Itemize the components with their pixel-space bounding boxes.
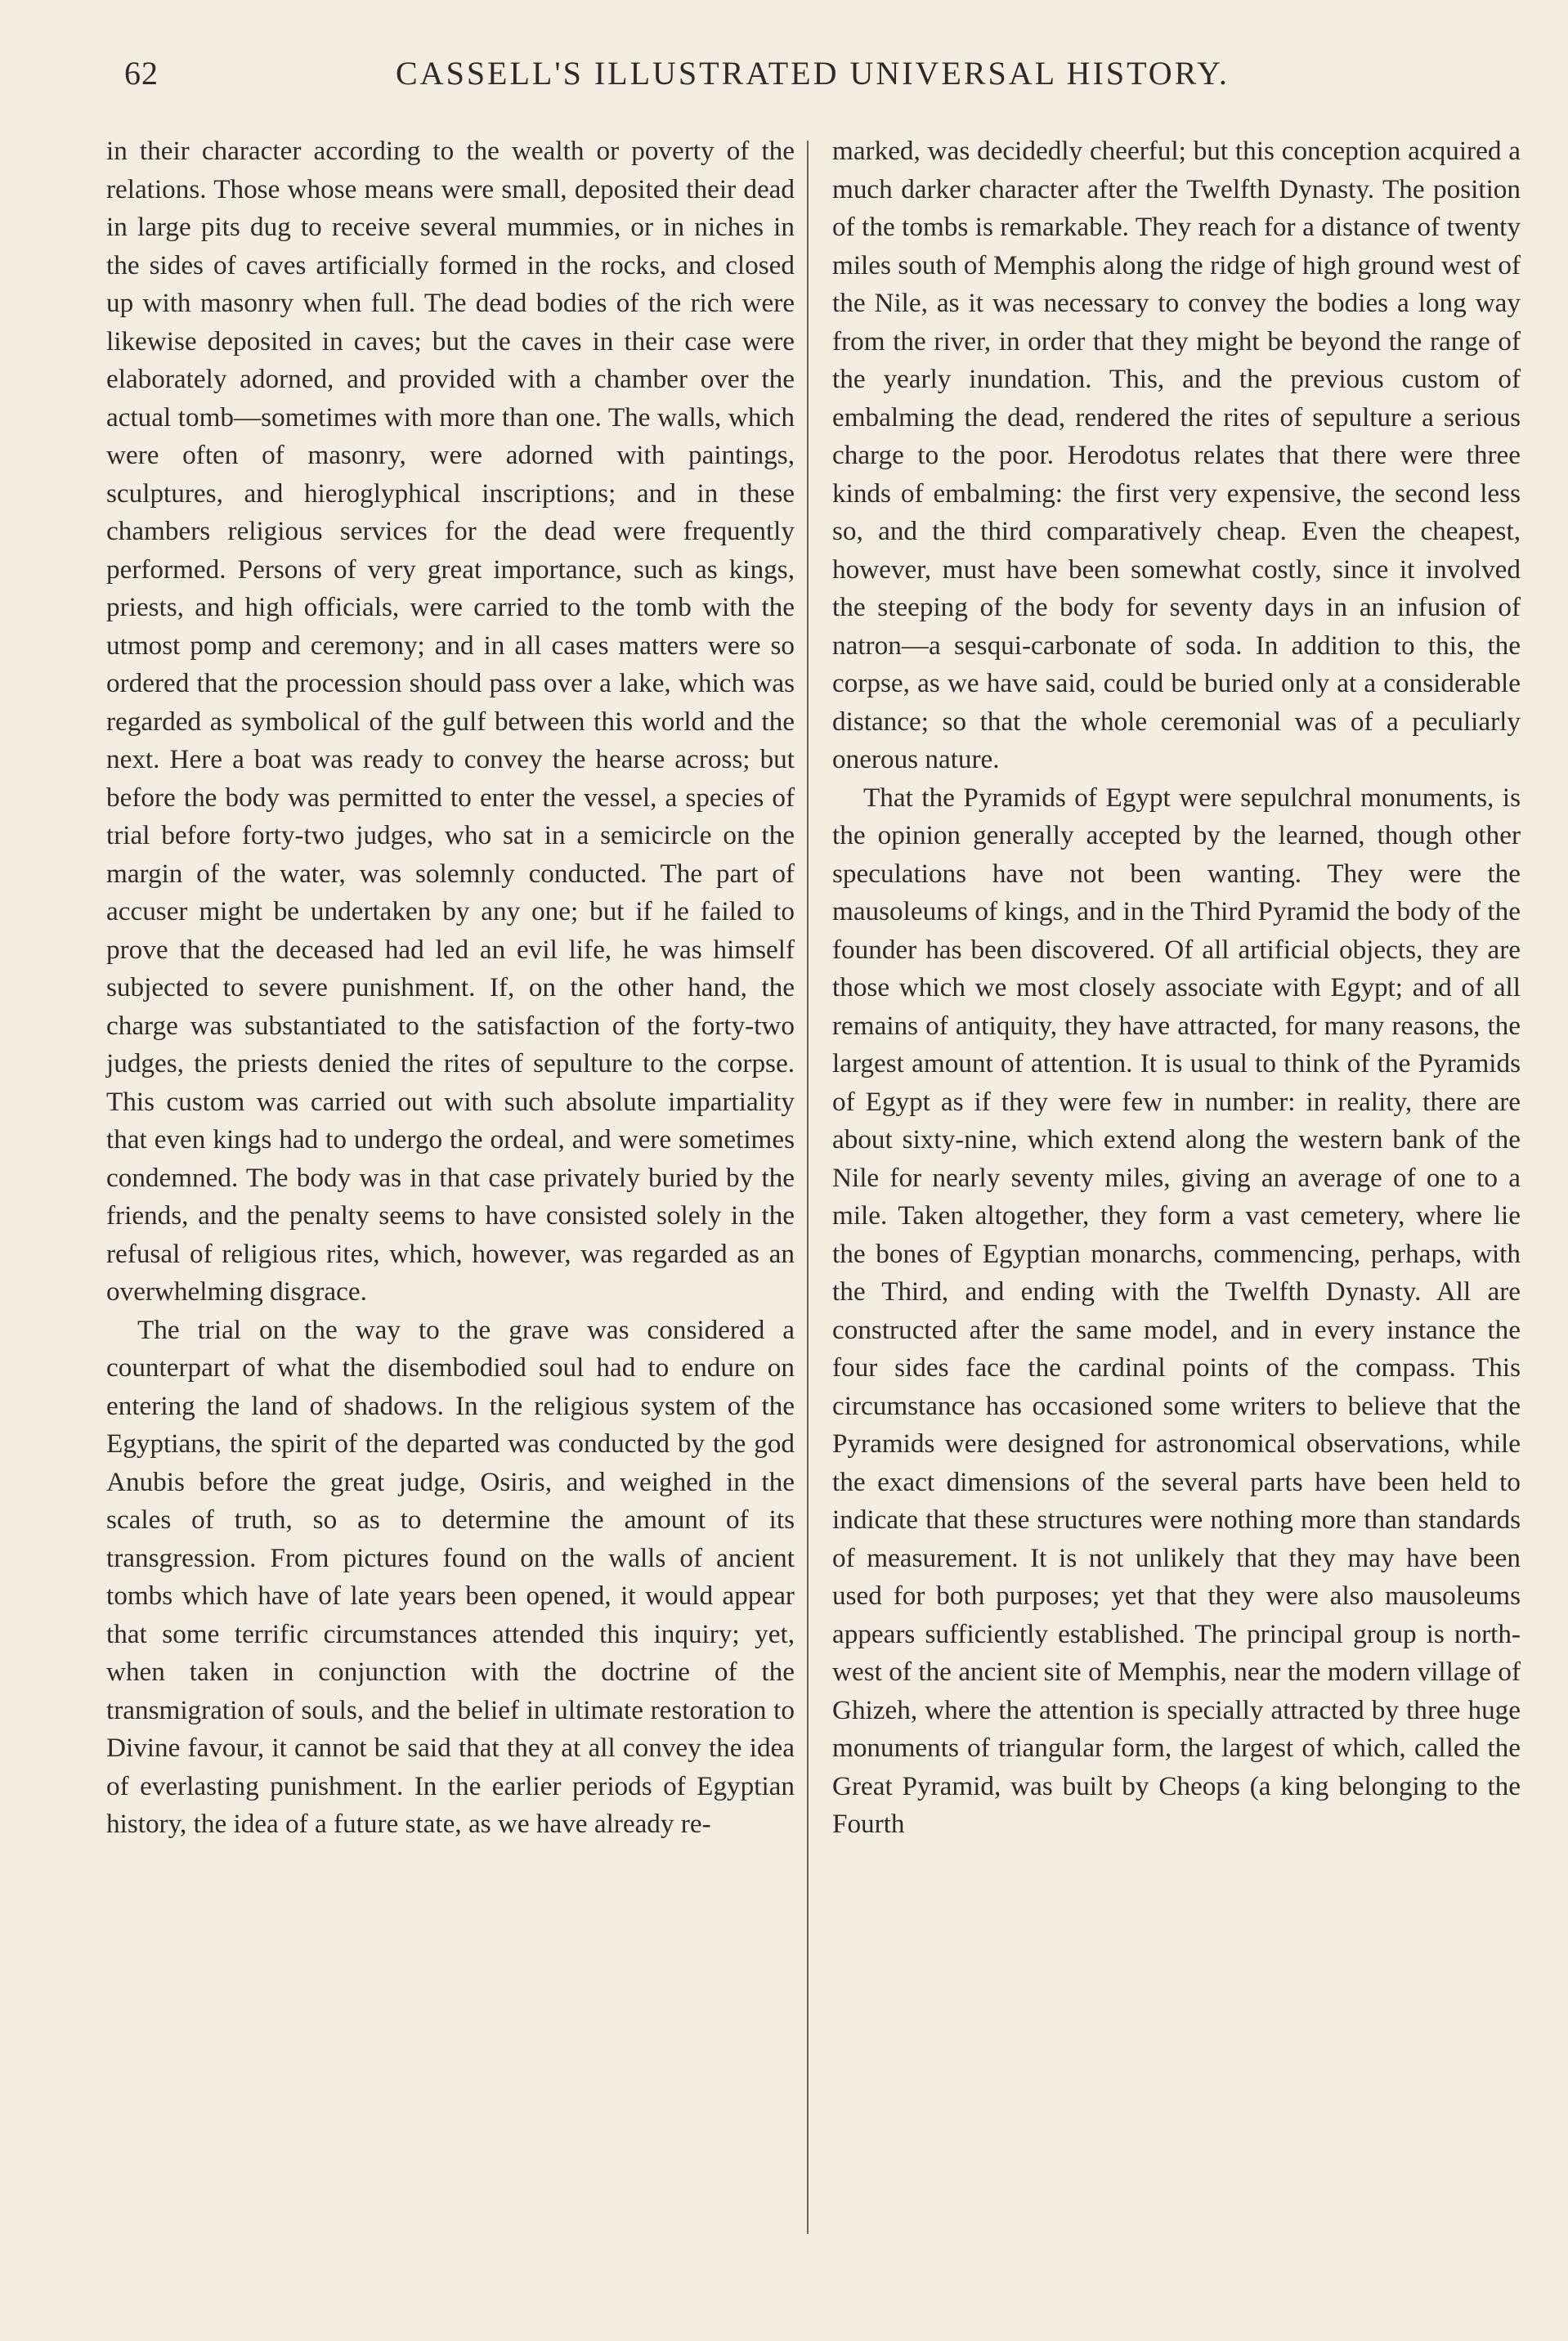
left-column [106,132,795,1844]
right-column [832,132,1521,1844]
paragraph: marked, was decidedly cheerful; but this conception acquired a much darker character after the Twelfth Dynasty. The position of the tombs is remarkable. They reach for a distance of twenty miles south of Memphis along the ridge of high ground west of the Nile, as it was necessary to convey the bodies a long way from the river, in order that they might be beyond the range of the yearly inundation. This, and the previous custom of embalming the dead, rendered the rites of sepulture a serious charge to the poor. Herodotus relates that there were three kinds of embalming: the first very expensive, the second less so, and the third comparatively cheap. Even the cheapest, however, must have been somewhat costly, since it involved the steeping of the body for seventy days in an infusion of natron—a sesqui-carbonate of soda. In addition to this, the corpse, as we have said, could be buried only at a considerable distance; so that the whole ceremonial was of a peculiarly onerous nature. [832,136,1521,774]
running-title: CASSELL'S ILLUSTRATED UNIVERSAL HISTORY. [396,55,1230,92]
page-number: 62 [124,55,159,92]
page-header [106,54,1462,103]
paragraph: in their character according to the wealth or poverty of the relations. Those whose means were small, deposited their dead in large pits dug to receive several mummies, or in niches in the sides of caves artificially formed in the rocks, and closed up with masonry when full. The dead bodies of the rich were likewise deposited in caves; but the caves in their case were elaborately adorned, and provided with a chamber over the actual tomb—sometimes with more than one. The walls, which were often of masonry, were adorned with paintings, sculptures, and hieroglyphical inscriptions; and in these chambers religious services for the dead were frequently performed. Persons of very great importance, such as kings, priests, and high officials, were carried to the tomb with the utmost pomp and ceremony; and in all cases matters were so ordered that the procession should pass over a lake, which was regarded as symbolical of the gulf between this world and the next. Here a boat was ready to convey the hearse across; but before the body was permitted to enter the vessel, a species of trial before forty-two judges, who sat in a semicircle on the margin of the water, was solemnly conducted. The part of accuser might be undertaken by any one; but if he failed to prove that the deceased had led an evil life, he was himself subjected to severe punishment. If, on the other hand, the charge was substantiated to the satisfaction of the forty-two judges, the priests denied the rites of sepulture to the corpse. This custom was carried out with such absolute impartiality that even kings had to undergo the ordeal, and were sometimes condemned. The body was in that case privately buried by the friends, and the penalty seems to have consisted solely in the refusal of religious rites, which, however, was regarded as an overwhelming disgrace. [106,136,795,1307]
paragraph: The trial on the way to the grave was considered a counterpart of what the disembodied soul had to endure on entering the land of shadows. In the religious system of the Egyptians, the spirit of the departed was conducted by the god Anubis before the great judge, Osiris, and weighed in the scales of truth, so as to determine the amount of its transgression. From pictures found on the walls of ancient tombs which have of late years been opened, it would appear that some terrific circumstances attended this inquiry; yet, when taken in conjunction with the doctrine of the transmigration of souls, and the belief in ultimate restoration to Divine favour, it cannot be said that they at all convey the idea of everlasting punishment. In the earlier periods of Egyptian history, the idea of a future state, as we have already re- [106,1314,795,1839]
paragraph: That the Pyramids of Egypt were sepulchral monuments, is the opinion generally accepted by the learned, though other speculations have not been wanting. They were the mausoleums of kings, and in the Third Pyramid the body of the founder has been discovered. Of all artificial objects, they are those which we most closely associate with Egypt; and of all remains of antiquity, they have attracted, for many reasons, the largest amount of attention. It is usual to think of the Pyramids of Egypt as if they were few in number: in reality, there are about sixty-nine, which extend along the western bank of the Nile for nearly seventy miles, giving an average of one to a mile. Taken altogether, they form a vast cemetery, where lie the bones of Egyptian monarchs, commencing, perhaps, with the Third, and ending with the Twelfth Dynasty. All are constructed after the same model, and in every instance the four sides face the cardinal points of the compass. This circumstance has occasioned some writers to believe that the Pyramids were designed for astronomical observations, while the exact dimensions of the several parts have been held to indicate that these structures were nothing more than standards of measurement. It is not unlikely that they may have been used for both purposes; yet that they were also mausoleums appears sufficiently established. The principal group is north-west of the ancient site of Memphis, near the modern village of Ghizeh, where the attention is specially attracted by three huge monuments of triangular form, the largest of which, called the Great Pyramid, was built by Cheops (a king belonging to the Fourth [832,782,1521,1839]
column-divider [807,141,809,2234]
